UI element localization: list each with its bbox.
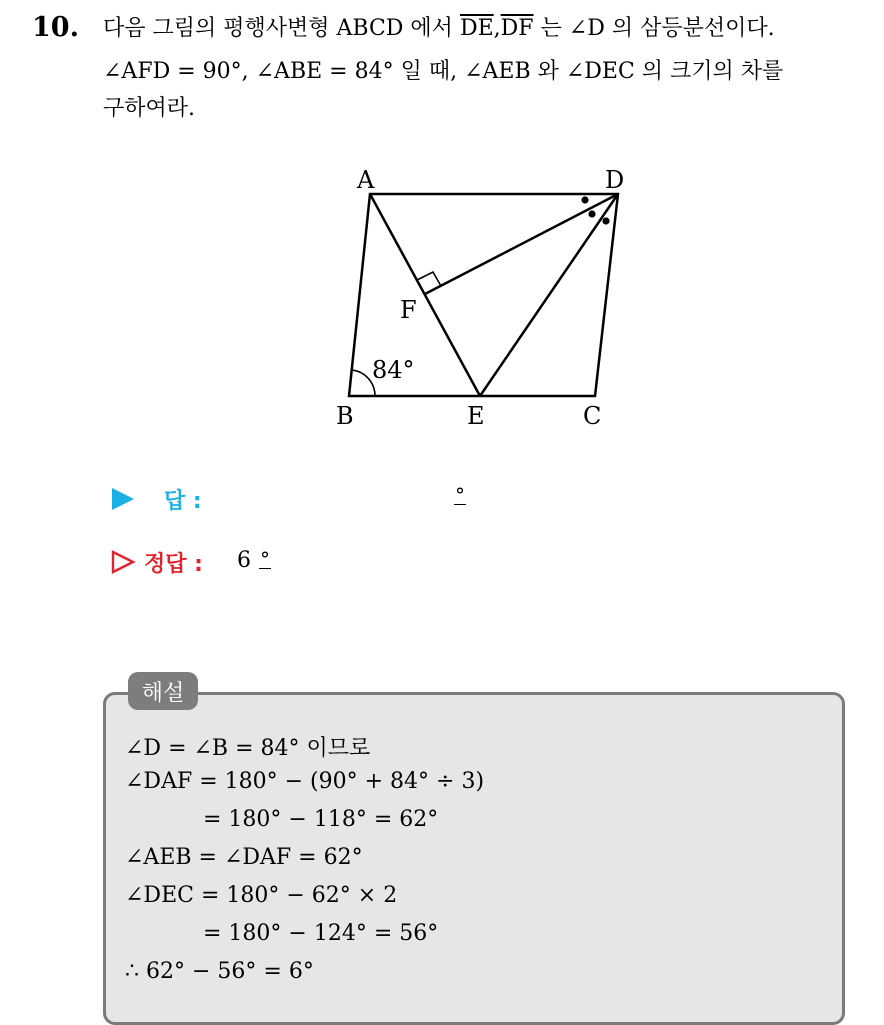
label-f: F [400,296,417,324]
segment-df-line [425,194,618,294]
answer-label: 답 : [164,488,202,514]
answer-unit-symbol: ° [455,483,465,507]
solution-line: = 180° − 118° = 62° [203,807,439,832]
figure-svg [330,158,640,438]
question-line-3: 구하여라. [103,96,196,121]
outline-triangle-icon [110,549,136,575]
label-a: A [357,166,375,194]
question-line-1-post: 는 ∠D 의 삼등분선이다. [533,16,775,41]
question-number: 10. [32,12,79,43]
comma: , [493,16,501,41]
correct-answer-value: 6 [237,548,251,573]
right-angle-mark [417,272,441,286]
label-c: C [583,402,602,430]
trisection-dot [588,210,595,217]
correct-answer-unit [259,547,271,571]
solution-line: ∠AEB = ∠DAF = 62° [125,845,363,870]
solution-line: ∠DAF = 180° − (90° + 84° ÷ 3) [125,769,485,794]
correct-answer-label: 정답 : [144,551,203,577]
solution-line: ∴ 62° − 56° = 6° [125,959,314,984]
filled-triangle-icon [110,486,136,512]
answer-row [110,482,202,516]
label-d: D [605,166,625,194]
parallelogram-figure [330,158,640,438]
question-line-2: ∠AFD = 90°, ∠ABE = 84° 일 때, ∠AEB 와 ∠DEC 의 크기의 차를 [103,59,784,84]
question-line-1-pre: 다음 그림의 평행사변형 ABCD 에서 [103,16,460,41]
solution-title: 해설 [128,672,198,710]
correct-answer-unit-symbol: ° [260,547,270,571]
segment-df: $\overline{DF}$ [500,16,534,41]
trisection-dot [602,217,609,224]
angle-label-84: 84° [372,356,415,384]
label-e: E [467,402,485,430]
segment-de: $\overline{DE}$ [459,16,494,41]
solution-line: ∠D = ∠B = 84° 이므로 [125,736,371,761]
trisection-dot [581,196,588,203]
correct-answer-row [110,545,203,579]
solution-line: ∠DEC = 180° − 62° × 2 [125,883,398,908]
question-line-1 [103,14,775,44]
label-b: B [336,402,354,430]
answer-unit[interactable] [454,483,466,507]
solution-line: = 180° − 124° = 56° [203,921,439,946]
